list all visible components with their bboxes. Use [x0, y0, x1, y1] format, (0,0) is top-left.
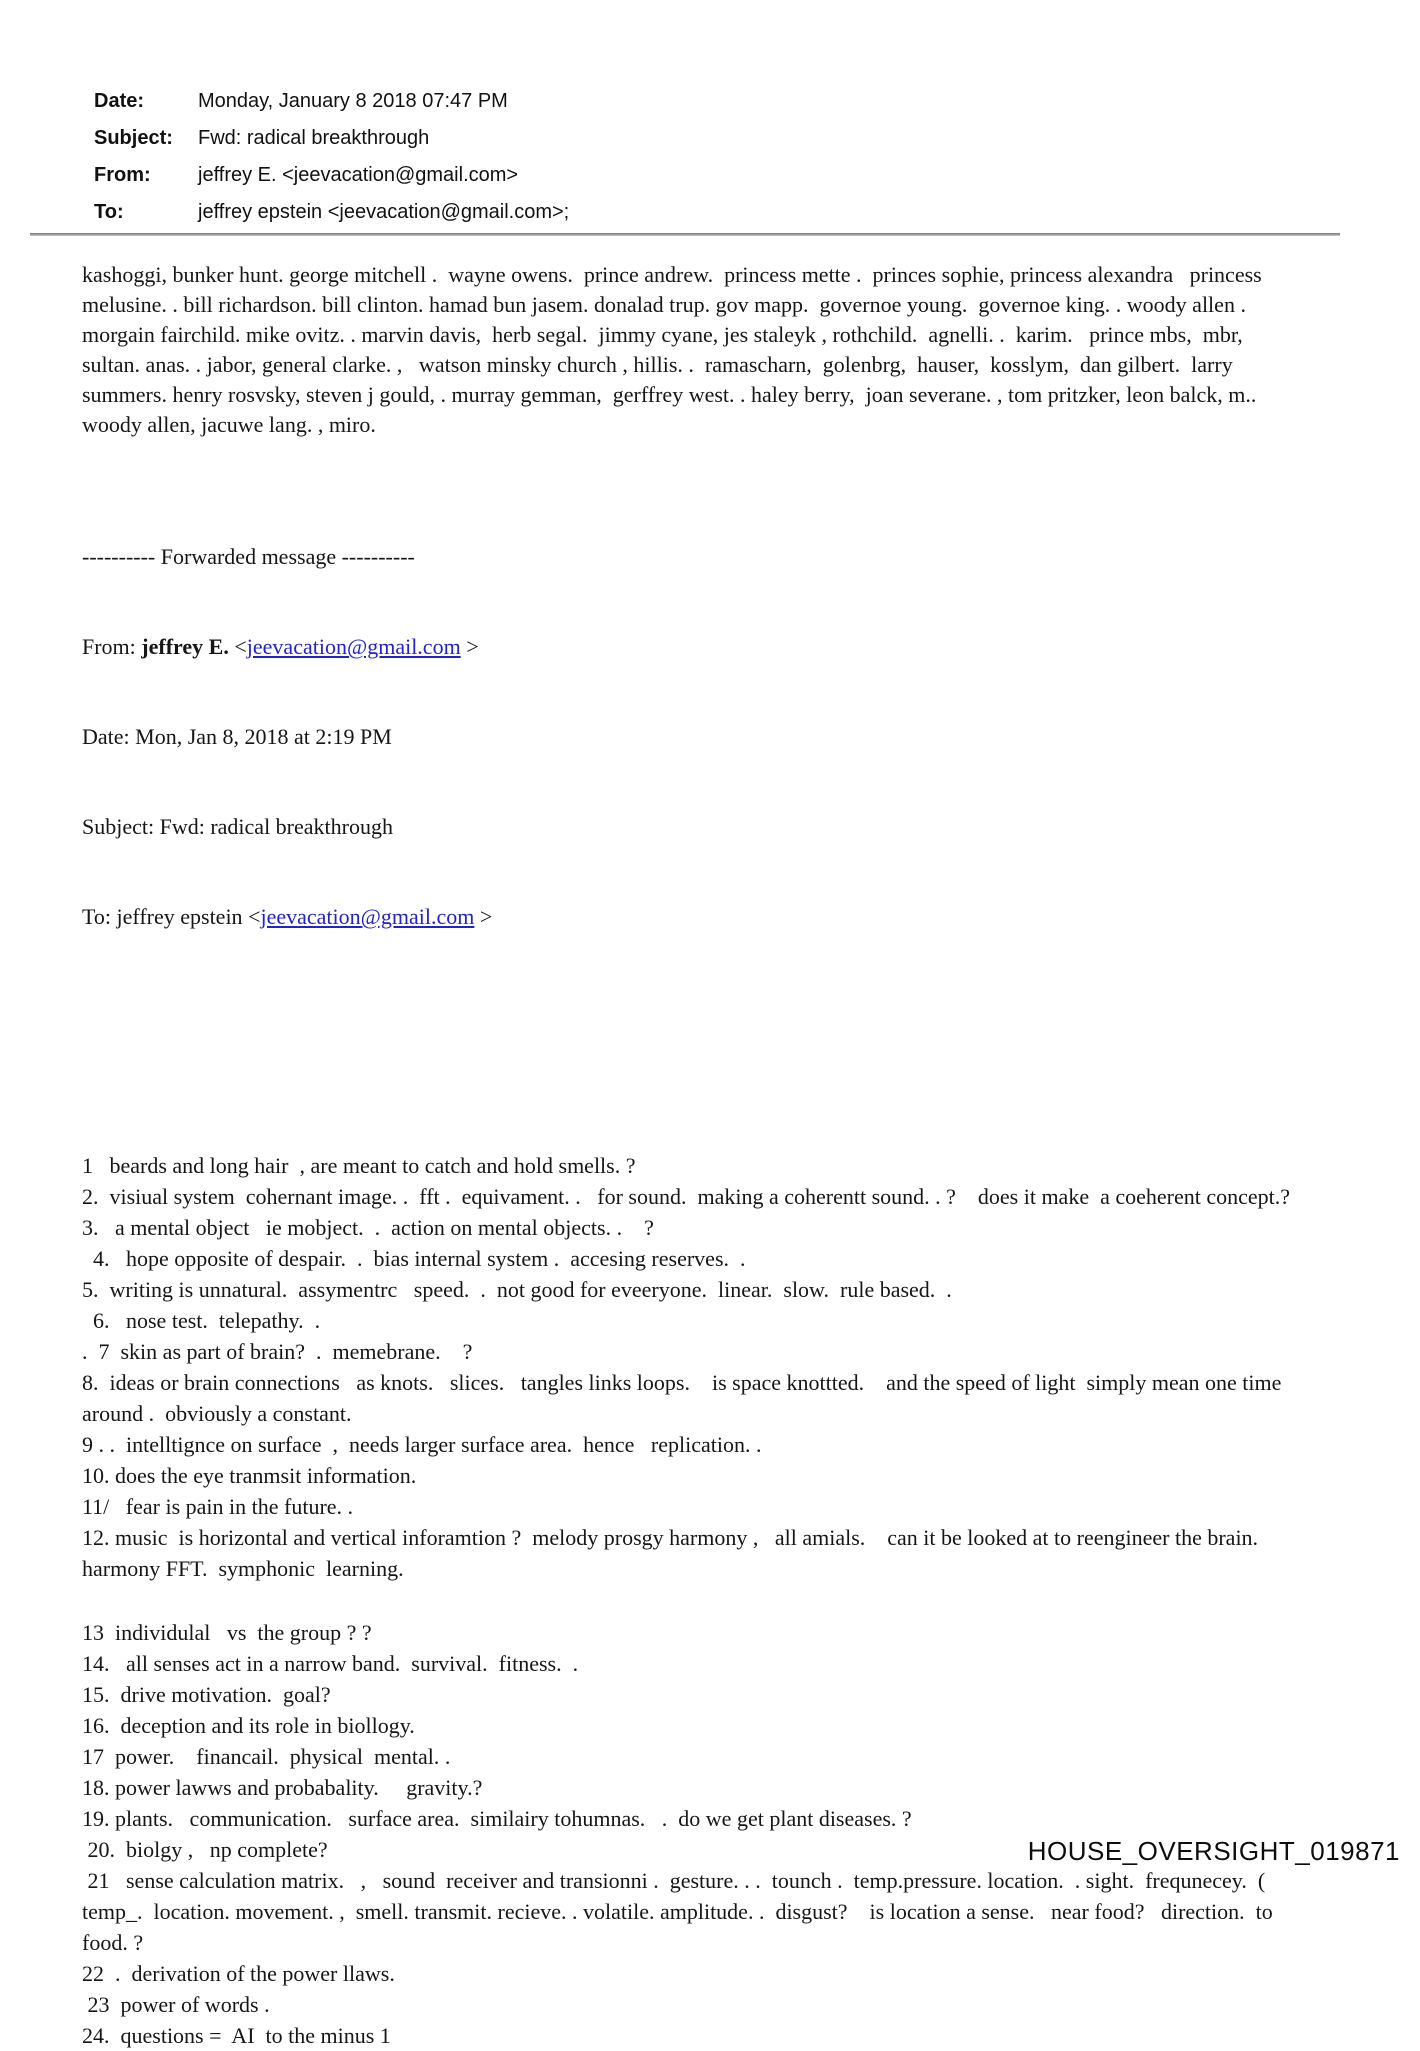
list-item: 22 . derivation of the power llaws. [82, 1961, 395, 1986]
forwarded-divider: ---------- Forwarded message ---------- [82, 544, 415, 569]
forwarded-to-prefix: To: jeffrey epstein [82, 904, 249, 929]
list-item: 16. deception and its role in biollogy. [82, 1713, 415, 1738]
list-item: 4. hope opposite of despair. . bias internal system . accesing reserves. . [82, 1246, 746, 1271]
to-value: jeffrey epstein <jeevacation@gmail.com>; [198, 201, 570, 223]
to-label: To: [94, 201, 124, 223]
email-body [82, 260, 1300, 2051]
list-item: 18. power lawws and probabality. gravity.? [82, 1775, 483, 1800]
forwarded-from-prefix: From: [82, 634, 142, 659]
forwarded-from-line [82, 632, 1300, 662]
header-divider-rule [30, 233, 1340, 236]
list-item: 17 power. financail. physical mental. . [82, 1744, 451, 1769]
to-bracket-close: > [474, 904, 493, 929]
list-item: 21 sense calculation matrix. , sound receiver and transionni . gesture. . . tounch . temp.pressure. location. . sight. frequnecey. ( temp_. location. movement. , smell. transmit. recieve. . volatile. amplitude. . disgust? is location a sense. near food? direction. to food. ? [82, 1868, 1279, 1955]
list-item: 3. a mental object ie mobject. . action on mental objects. . ? [82, 1215, 654, 1240]
recipients-paragraph: kashoggi, bunker hunt. george mitchell . wayne owens. prince andrew. princess mette . princes sophie, princess alexandra princess melusine. . bill richardson. bill clinton. hamad bun jasem. donalad trup. gov mapp. governoe young. governoe king. . woody allen . morgain fairchild. mike ovitz. . marvin davis, herb segal. jimmy cyane, jes staleyk , rothchild. agnelli. . karim. prince mbs, mbr, sultan. anas. . jabor, general clarke. , watson minsky church , hillis. . ramascharn, golenbrg, hauser, kosslym, dan gilbert. larry summers. henry rosvsky, steven j gould, . murray gemman, gerffrey west. . haley berry, joan severane. , tom pritzker, leon balck, m.. woody allen, jacuwe lang. , miro. [82, 262, 1268, 437]
forwarded-to-line [82, 902, 1300, 932]
sender-email-link[interactable]: jeevacation@gmail.com [246, 634, 461, 659]
list-item: 9 . . intelltignce on surface , needs larger surface area. hence replication. . [82, 1432, 762, 1457]
idea-list-items-13-24 [82, 1617, 1300, 2051]
subject-value: Fwd: radical breakthrough [198, 127, 430, 149]
list-item: 5. writing is unnatural. assymentrc speed. . not good for eveeryone. linear. slow. rule based. . [82, 1277, 952, 1302]
bates-number: HOUSE_OVERSIGHT_019871 [1027, 1836, 1400, 1866]
from-label: From: [94, 164, 151, 186]
forwarded-subject-line: Subject: Fwd: radical breakthrough [82, 814, 393, 839]
list-item: 1 beards and long hair , are meant to catch and hold smells. ? [82, 1153, 636, 1178]
list-item: 24. questions = AI to the minus 1 [82, 2023, 391, 2048]
list-item: 8. ideas or brain connections as knots. slices. tangles links loops. is space knottted. and the speed of light simply mean one time around . obviously a constant. [82, 1370, 1287, 1426]
list-item: 6. nose test. telepathy. . [82, 1308, 321, 1333]
list-item: 10. does the eye tranmsit information. [82, 1463, 417, 1488]
list-item: 13 individulal vs the group ? ? [82, 1620, 372, 1645]
list-item: 12. music is horizontal and vertical inforamtion ? melody prosgy harmony , all amials. can it be looked at to reengineer the brain. harmony FFT. symphonic learning. [82, 1525, 1270, 1581]
list-item: 20. biolgy , np complete? [82, 1837, 328, 1862]
forwarded-message-block [82, 482, 1300, 992]
forwarded-date-line: Date: Mon, Jan 8, 2018 at 2:19 PM [82, 724, 392, 749]
from-bracket-open: < [234, 634, 247, 659]
list-item: 14. all senses act in a narrow band. survival. fitness. . [82, 1651, 579, 1676]
header-from-row [94, 164, 569, 201]
list-item: 23 power of words . [82, 1992, 270, 2017]
sender-name: jeffrey E. [141, 634, 235, 659]
subject-label: Subject: [94, 127, 173, 149]
date-value: Monday, January 8 2018 07:47 PM [198, 90, 508, 112]
from-value: jeffrey E. <jeevacation@gmail.com> [198, 164, 519, 186]
list-item: 2. visiual system cohernant image. . fft . equivament. . for sound. making a coherentt sound. . ? does it make a coeherent concept.? [82, 1184, 1291, 1209]
list-item: . 7 skin as part of brain? . memebrane. ? [82, 1339, 473, 1364]
date-label: Date: [94, 90, 145, 112]
email-header [94, 90, 569, 238]
idea-list-items-1-12 [82, 1150, 1300, 1584]
to-bracket-open: < [248, 904, 261, 929]
header-subject-row [94, 127, 569, 164]
recipient-email-link[interactable]: jeevacation@gmail.com [260, 904, 475, 929]
list-item: 15. drive motivation. goal? [82, 1682, 331, 1707]
list-item: 19. plants. communication. surface area. similairy tohumnas. . do we get plant diseases. ? [82, 1806, 912, 1831]
header-date-row [94, 90, 569, 127]
from-bracket-close: > [460, 634, 479, 659]
list-item: 11/ fear is pain in the future. . [82, 1494, 354, 1519]
